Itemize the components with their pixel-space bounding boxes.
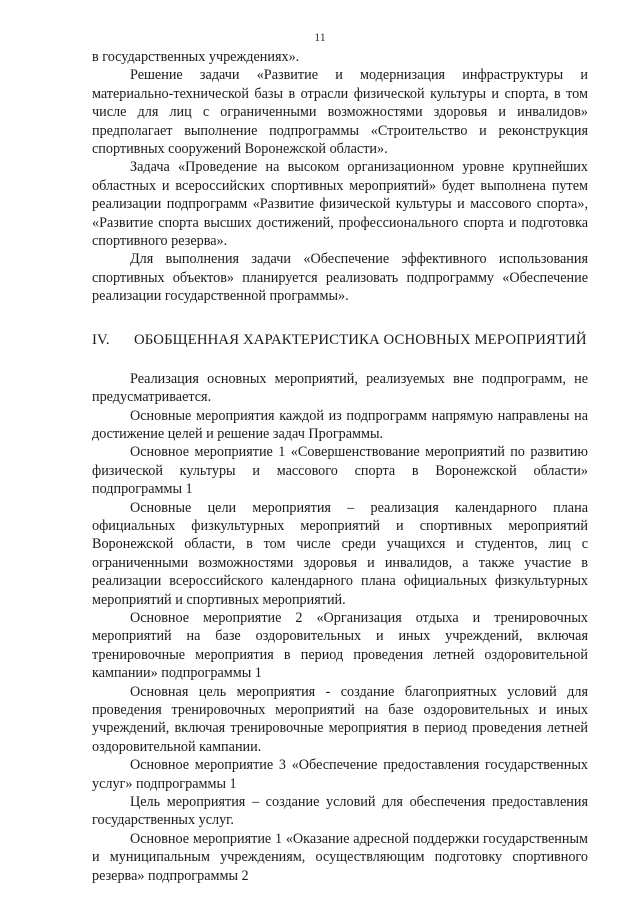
paragraph: Задача «Проведение на высоком организационном уровне крупнейших областных и всероссийских спортивных мероприятий» будет выполнена путем реализации подпрограмм «Развитие физической культуры и массового спорта», «Развитие спорта высших достижений, профессионального спорта и подготовка спортивного резерва». xyxy=(92,159,588,250)
paragraph: Решение задачи «Развитие и модернизация инфраструктуры и материально-технической базы в отрасли физической культуры и спорта, в том числе для лиц с ограниченными возможностями здоровья и инвалидов» предполагает выполнение подпрограммы «Строительство и реконструкция спортивных сооружений Воронежской области». xyxy=(92,67,588,158)
document-body xyxy=(92,48,588,885)
paragraph: Реализация основных мероприятий, реализуемых вне подпрограмм, не предусматривается. xyxy=(92,370,588,406)
section-title: ОБОБЩЕННАЯ ХАРАКТЕРИСТИКА ОСНОВНЫХ МЕРОПРИЯТИЙ xyxy=(134,331,587,348)
paragraph: Основные цели мероприятия – реализация календарного плана официальных физкультурных мероприятий и спортивных мероприятий Воронежской области, в том числе среди учащихся и студентов, лиц с ограниченными возможностями здоровья и инвалидов, а также участие в реализации всероссийского календарного плана официальных физкультурных мероприятий и спортивных мероприятий. xyxy=(92,499,588,608)
paragraph: Основное мероприятие 1 «Оказание адресной поддержки государственным и муниципальным учреждениям, осуществляющим подготовку спортивного резерва» подпрограммы 2 xyxy=(92,830,588,884)
page-number: 11 xyxy=(314,30,326,44)
paragraph: Основное мероприятие 2 «Организация отдыха и тренировочных мероприятий на базе оздоровительных и иных учреждений, включая тренировочные мероприятия в период проведения летней оздоровительной кампании» подпрограммы 1 xyxy=(92,609,588,682)
paragraph: Основная цель мероприятия - создание благоприятных условий для проведения тренировочных мероприятий на базе оздоровительных и иных учреждений, включая тренировочные мероприятия в период проведения летней оздоровительной кампании. xyxy=(92,683,588,755)
paragraph: Основные мероприятия каждой из подпрограмм напрямую направлены на достижение целей и решение задач Программы. xyxy=(92,407,588,442)
paragraph: в государственных учреждениях». xyxy=(92,49,300,65)
paragraph: Для выполнения задачи «Обеспечение эффективного использования спортивных объектов» планируется реализовать подпрограмму «Обеспечение реализации государственной программы». xyxy=(92,251,588,305)
paragraph: Цель мероприятия – создание условий для обеспечения предоставления государственных услуг. xyxy=(92,794,588,829)
paragraph: Основное мероприятие 3 «Обеспечение предоставления государственных услуг» подпрограммы 1 xyxy=(92,757,588,792)
section-number: IV. xyxy=(92,331,110,348)
section-heading xyxy=(92,330,588,350)
paragraph: Основное мероприятие 1 «Совершенствование мероприятий по развитию физической культуры и массового спорта в Воронежской области» подпрограммы 1 xyxy=(92,444,588,498)
